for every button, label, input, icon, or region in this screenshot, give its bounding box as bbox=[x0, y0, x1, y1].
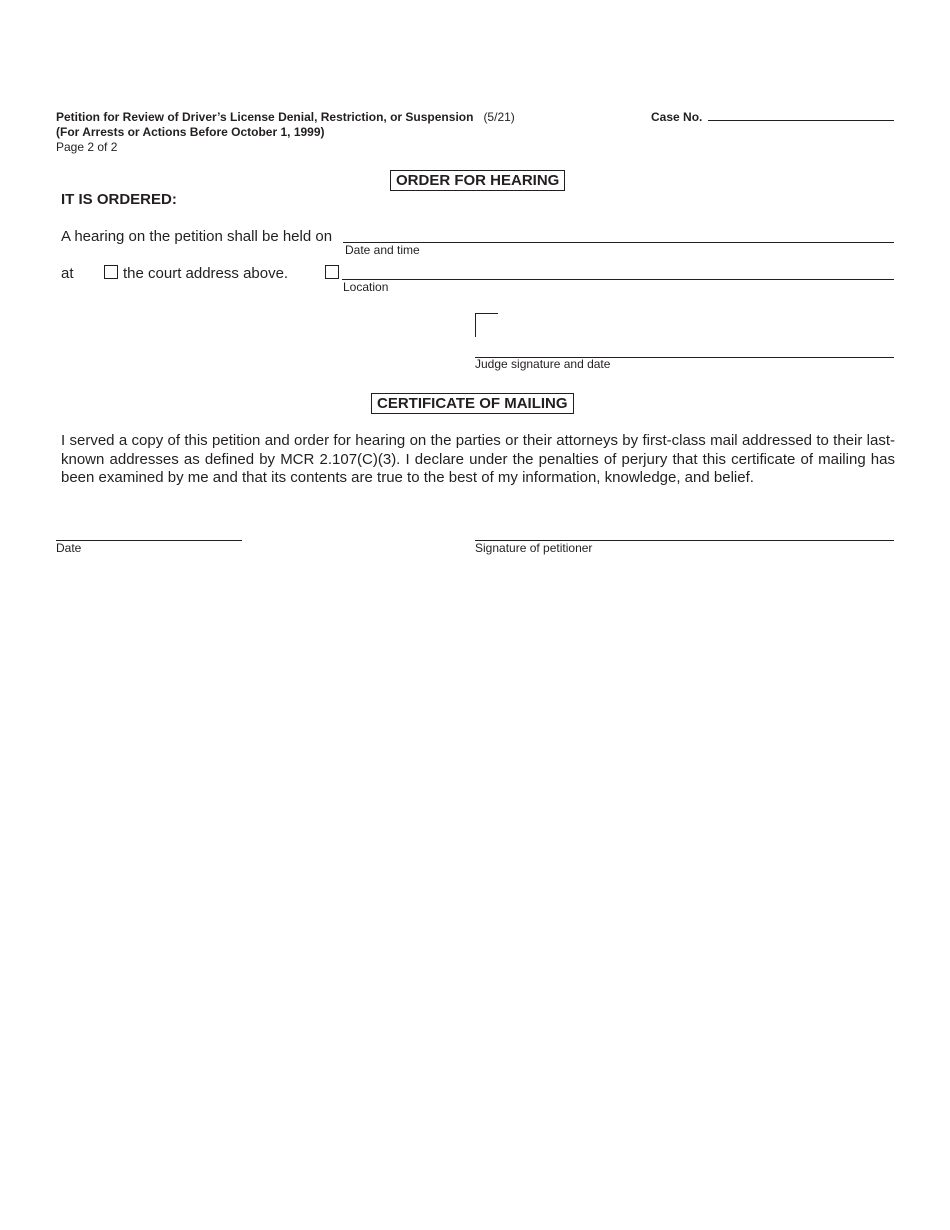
location-label: Location bbox=[343, 280, 389, 294]
at-label: at bbox=[61, 265, 74, 282]
judge-signature-corner-mark bbox=[475, 313, 498, 337]
judge-signature-label: Judge signature and date bbox=[475, 357, 611, 371]
petitioner-signature-label: Signature of petitioner bbox=[475, 541, 593, 555]
certificate-of-mailing-title: CERTIFICATE OF MAILING bbox=[371, 393, 574, 414]
case-number-field[interactable] bbox=[708, 120, 894, 121]
certificate-text: I served a copy of this petition and order for hearing on the parties or their attorneys by first-class mail addressed to their last-known addresses as defined by MCR 2.107(C)(3). I declare under the penalties of perjury that this certificate of mailing has been examined by me and that its contents are true to the best of my information, knowledge, and belief. bbox=[61, 432, 895, 486]
order-for-hearing-title: ORDER FOR HEARING bbox=[390, 170, 565, 191]
date-label: Date bbox=[56, 541, 82, 555]
hearing-held-text: A hearing on the petition shall be held on bbox=[61, 228, 333, 245]
location-field[interactable] bbox=[342, 279, 894, 280]
form-subtitle: (For Arrests or Actions Before October 1, 1999) bbox=[56, 125, 325, 139]
it-is-ordered-heading: IT IS ORDERED: bbox=[61, 191, 177, 208]
case-number-label: Case No. bbox=[651, 110, 703, 124]
form-revision: (5/21) bbox=[483, 110, 515, 124]
form-title-text: Petition for Review of Driver’s License Denial, Restriction, or Suspension bbox=[56, 110, 474, 124]
hearing-date-time-field[interactable] bbox=[343, 242, 894, 243]
court-address-option-label: the court address above. bbox=[123, 265, 289, 282]
court-address-checkbox[interactable] bbox=[104, 265, 118, 279]
other-location-checkbox[interactable] bbox=[325, 265, 339, 279]
date-time-label: Date and time bbox=[345, 243, 420, 257]
form-title bbox=[56, 110, 515, 124]
date-field[interactable] bbox=[56, 540, 242, 541]
page-number: Page 2 of 2 bbox=[56, 140, 118, 154]
